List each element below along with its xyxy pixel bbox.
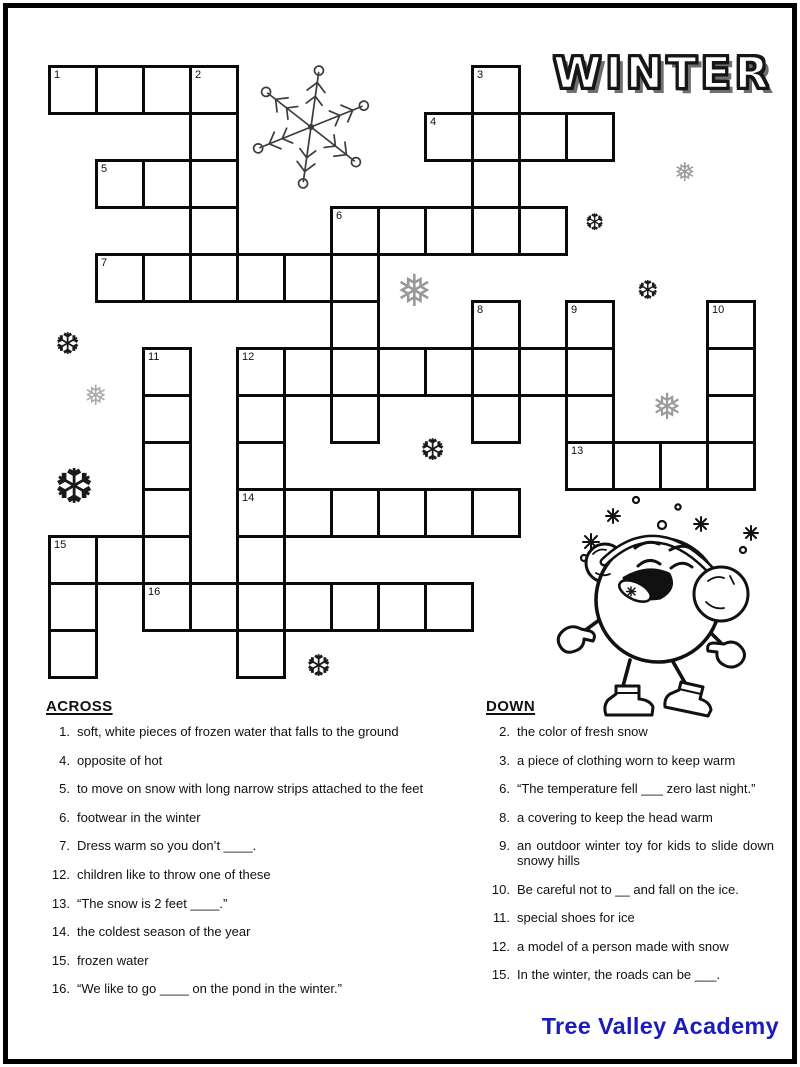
grid-cell[interactable] xyxy=(471,300,521,350)
cell-number: 3 xyxy=(477,69,484,81)
grid-cell[interactable] xyxy=(189,112,239,162)
clue-number: 7. xyxy=(59,838,70,854)
grid-cell[interactable] xyxy=(236,253,286,303)
snowflake-icon: ❆ xyxy=(637,276,659,306)
cell-number: 10 xyxy=(712,304,725,316)
snowflake-icon: ❅ xyxy=(396,266,433,317)
clue-text: a piece of clothing worn to keep warm xyxy=(517,752,736,768)
snowflake-icon: ❆ xyxy=(55,327,81,362)
grid-cell[interactable] xyxy=(612,441,662,491)
clue-number: 2. xyxy=(499,724,510,739)
cell-number: 16 xyxy=(148,586,161,598)
clue-number: 3. xyxy=(499,752,510,768)
grid-cell[interactable] xyxy=(142,488,192,538)
grid-cell[interactable] xyxy=(142,441,192,491)
down-heading: DOWN xyxy=(486,698,536,715)
grid-cell[interactable] xyxy=(377,206,427,256)
clue-text: a covering to keep the head warm xyxy=(517,809,713,825)
clue-number: 8. xyxy=(499,809,510,825)
grid-cell[interactable] xyxy=(48,65,98,115)
cell-number: 11 xyxy=(148,351,160,363)
cell-number: 1 xyxy=(54,69,61,81)
clue-number: 5. xyxy=(59,781,70,797)
clue-number: 4. xyxy=(59,752,70,768)
grid-cell[interactable] xyxy=(189,582,239,632)
snowflake-icon: ❅ xyxy=(84,379,108,412)
grid-cell[interactable] xyxy=(377,347,427,397)
grid-cell[interactable] xyxy=(236,394,286,444)
cell-number: 6 xyxy=(336,210,343,222)
clue-number: 1. xyxy=(59,724,70,739)
clue-number: 10. xyxy=(491,881,510,897)
grid-cell[interactable] xyxy=(189,159,239,209)
grid-cell[interactable] xyxy=(565,300,615,350)
clue-text: a model of a person made with snow xyxy=(517,938,729,954)
cell-number: 7 xyxy=(101,257,108,269)
grid-cell[interactable] xyxy=(518,347,568,397)
grid-cell[interactable] xyxy=(330,300,380,350)
clue-number: 15. xyxy=(51,952,70,968)
clue-number: 12. xyxy=(491,938,510,954)
grid-cell[interactable] xyxy=(142,253,192,303)
grid-cell[interactable] xyxy=(95,159,145,209)
clue-number: 14. xyxy=(51,924,70,940)
grid-cell[interactable] xyxy=(236,582,286,632)
cell-number: 9 xyxy=(571,304,578,316)
clue-number: 12. xyxy=(51,866,70,882)
clue-text: “The temperature fell ___ zero last night.” xyxy=(517,781,756,797)
grid-cell[interactable] xyxy=(189,253,239,303)
grid-cell[interactable] xyxy=(48,535,98,585)
grid-cell[interactable] xyxy=(471,394,521,444)
grid-cell[interactable] xyxy=(424,347,474,397)
grid-cell[interactable] xyxy=(471,112,521,162)
grid-cell[interactable] xyxy=(706,347,756,397)
across-heading: ACROSS xyxy=(46,698,113,715)
snowflake-icon: ❆ xyxy=(585,210,605,236)
clue-text: Dress warm so you don’t ____. xyxy=(77,838,257,854)
clue-text: the color of fresh snow xyxy=(517,724,648,739)
grid-cell[interactable] xyxy=(189,206,239,256)
clue-text: children like to throw one of these xyxy=(77,866,271,882)
clue-number: 13. xyxy=(51,895,70,911)
grid-cell[interactable] xyxy=(142,394,192,444)
page-title: WINTER xyxy=(553,48,773,99)
grid-cell[interactable] xyxy=(236,535,286,585)
cell-number: 12 xyxy=(242,351,255,363)
clue-text: In the winter, the roads can be ___. xyxy=(517,967,721,983)
snowflake-icon: ❆ xyxy=(420,433,446,468)
grid-cell[interactable] xyxy=(706,300,756,350)
clue-number: 11. xyxy=(492,910,510,926)
cell-number: 14 xyxy=(242,492,255,504)
grid-cell[interactable] xyxy=(659,441,709,491)
clue-text: footwear in the winter xyxy=(77,809,201,825)
grid-cell[interactable] xyxy=(236,441,286,491)
grid-cell[interactable] xyxy=(142,535,192,585)
grid-cell[interactable] xyxy=(142,65,192,115)
snowflake-icon: ❅ xyxy=(652,387,683,428)
grid-cell[interactable] xyxy=(95,65,145,115)
grid-cell[interactable] xyxy=(471,347,521,397)
grid-cell[interactable] xyxy=(283,253,333,303)
cell-number: 2 xyxy=(195,69,202,81)
grid-cell[interactable] xyxy=(565,394,615,444)
grid-cell[interactable] xyxy=(142,159,192,209)
grid-cell[interactable] xyxy=(283,488,333,538)
clue-number: 9. xyxy=(499,838,510,854)
grid-cell[interactable] xyxy=(471,159,521,209)
grid-cell[interactable] xyxy=(236,347,286,397)
clue-number: 6. xyxy=(59,809,70,825)
cell-number: 4 xyxy=(430,116,437,128)
brand-footer: Tree Valley Academy xyxy=(541,1013,779,1039)
snowflake-icon: ❆ xyxy=(54,459,95,515)
grid-cell[interactable] xyxy=(471,65,521,115)
clue-text: opposite of hot xyxy=(77,752,163,768)
clue-text: frozen water xyxy=(77,952,149,968)
clue-number: 16. xyxy=(51,981,70,997)
cell-number: 13 xyxy=(571,445,584,457)
grid-cell[interactable] xyxy=(189,65,239,115)
clue-text: Be careful not to __ and fall on the ice. xyxy=(517,881,739,897)
grid-cell[interactable] xyxy=(48,629,98,679)
grid-cell[interactable] xyxy=(236,629,286,679)
grid-cell[interactable] xyxy=(142,582,192,632)
grid-cell[interactable] xyxy=(283,347,333,397)
cell-number: 15 xyxy=(54,539,67,551)
grid-cell[interactable] xyxy=(330,582,380,632)
grid-cell[interactable] xyxy=(706,441,756,491)
clue-text: soft, white pieces of frozen water that falls to the ground xyxy=(77,724,399,739)
clue-text: the coldest season of the year xyxy=(77,924,251,940)
grid-cell[interactable] xyxy=(471,488,521,538)
clue-number: 15. xyxy=(491,967,510,983)
clue-text: special shoes for ice xyxy=(517,910,635,926)
clue-text: “We like to go ____ on the pond in the winter.” xyxy=(77,981,342,997)
grid-cell[interactable] xyxy=(330,206,380,256)
snowflake-icon: ❆ xyxy=(306,649,332,684)
grid-cell[interactable] xyxy=(565,112,615,162)
grid-cell[interactable] xyxy=(236,488,286,538)
grid-cell[interactable] xyxy=(424,206,474,256)
grid-cell[interactable] xyxy=(518,206,568,256)
grid-cell[interactable] xyxy=(706,394,756,444)
grid-cell[interactable] xyxy=(95,253,145,303)
grid-cell[interactable] xyxy=(330,253,380,303)
grid-cell[interactable] xyxy=(330,394,380,444)
grid-cell[interactable] xyxy=(330,488,380,538)
cell-number: 5 xyxy=(101,163,108,175)
grid-cell[interactable] xyxy=(424,582,474,632)
grid-cell[interactable] xyxy=(471,206,521,256)
grid-cell[interactable] xyxy=(330,347,380,397)
grid-cell[interactable] xyxy=(424,488,474,538)
grid-cell[interactable] xyxy=(48,582,98,632)
grid-cell[interactable] xyxy=(377,488,427,538)
snowflake-icon: ❅ xyxy=(674,158,696,188)
grid-cell[interactable] xyxy=(565,441,615,491)
grid-cell[interactable] xyxy=(424,112,474,162)
clue-text: to move on snow with long narrow strips attached to the feet xyxy=(77,781,424,797)
grid-cell[interactable] xyxy=(518,112,568,162)
cell-number: 8 xyxy=(477,304,484,316)
clue-text: “The snow is 2 feet ____.” xyxy=(77,895,228,911)
clue-text: an outdoor winter toy for kids to slide down snowy hills xyxy=(517,838,774,868)
grid-cell[interactable] xyxy=(142,347,192,397)
grid-cell[interactable] xyxy=(95,535,145,585)
clue-number: 6. xyxy=(499,781,510,797)
grid-cell[interactable] xyxy=(565,347,615,397)
grid-cell[interactable] xyxy=(377,582,427,632)
grid-cell[interactable] xyxy=(283,582,333,632)
